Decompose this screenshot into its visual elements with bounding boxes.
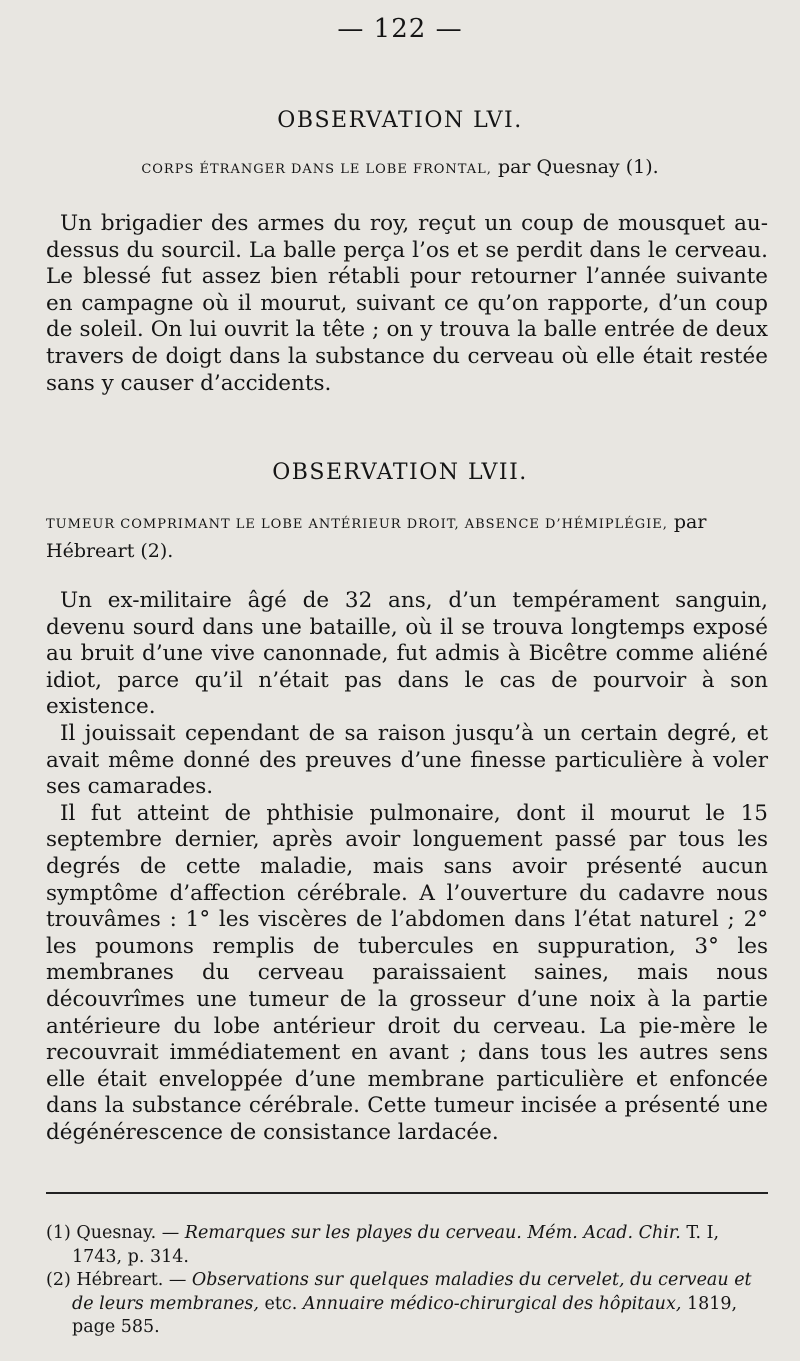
observation-56-subtitle-author: par Quesnay (1). (491, 156, 659, 178)
footnote-2-etc: etc. (258, 1293, 303, 1314)
footnote-2 (46, 1269, 768, 1340)
observation-57-paragraph-3: Il fut atteint de phthisie pulmonaire, dont il mourut le 15 septembre dernier, après avoir longuement passé par tous les degrés de cette maladie, mais sans avoir présenté aucun symptôme d’affection cérébrale. A l’ouverture du cadavre nous trouvâmes : 1° les viscères de l’abdomen dans l’état naturel ; 2° les poumons remplis de tubercules en suppuration, 3° les membranes du cerveau paraissaient saines, mais nous découvrîmes une tumeur de la grosseur d’une noix à la partie antérieure du lobe antérieur droit du cerveau. La pie-mère le recouvrait immédiatement en avant ; dans tous les autres sens elle était enveloppée d’une membrane particulière et enfoncée dans la substance cérébrale. Cette tumeur incisée a présenté une dégénérescence de consistance lardacée. (46, 800, 768, 1145)
footnote-1-title: Remarques sur les playes du cerveau. Mém. Acad. Chir. (184, 1223, 681, 1243)
footnote-2-ref: 1819, page 585. (72, 1293, 738, 1337)
footnote-rule (46, 1192, 768, 1194)
observation-56-body (46, 211, 768, 397)
footnote-1-ref: T. I, 1743, p. 314. (72, 1223, 720, 1267)
observation-57-subtitle (46, 509, 768, 567)
footnotes (46, 1222, 768, 1340)
observation-57-title: OBSERVATION LVII. (272, 460, 528, 485)
observation-56-paragraph: Un brigadier des armes du roy, reçut un coup de mousquet au-dessus du sourcil. La balle perça l’os et se perdit dans le cerveau. Le blessé fut assez bien rétabli pour retourner l’année suivante en campagne où il mourut, suivant ce qu’on rapporte, d’un coup de soleil. On lui ouvrit la tête ; on y trouva la balle entrée de deux travers de doigt dans la substance du cerveau où elle était restée sans y causer d’accidents. (46, 211, 768, 396)
footnote-1-lead: (1) Quesnay. — (46, 1223, 185, 1243)
observation-56-subtitle (0, 156, 800, 178)
footnote-2-journal: Annuaire médico-chirurgical des hôpitaux, (302, 1293, 682, 1314)
observation-57-paragraph-2: Il jouissait cependant de sa raison jusqu’à un certain degré, et avait même donné des preuves d’une finesse particulière à voler ses camarades. (46, 720, 768, 800)
page-number: — 122 — (337, 14, 463, 44)
observation-57-subtitle-caps: TUMEUR COMPRIMANT LE LOBE ANTÉRIEUR DROIT, ABSENCE D’HÉMIPLÉGIE, (46, 517, 668, 532)
observation-57-paragraph-1: Un ex-militaire âgé de 32 ans, d’un tempérament sanguin, devenu sourd dans une bataille, où il se trouva longtemps exposé au bruit d’une vive canonnade, fut admis à Bicêtre comme aliéné idiot, parce qu’il n’était pas dans le cas de pourvoir à son existence. (46, 588, 768, 720)
footnote-2-title: Observations sur quelques maladies du cervelet, du cerveau et de leurs membranes, (72, 1270, 752, 1314)
observation-56-subtitle-caps: CORPS ÉTRANGER DANS LE LOBE FRONTAL, (141, 162, 492, 177)
footnote-1 (46, 1222, 768, 1269)
observation-56-title: OBSERVATION LVI. (277, 108, 523, 133)
footnote-2-lead: (2) Hébreart. — (46, 1270, 192, 1290)
observation-57-body (46, 588, 768, 1146)
observation-57-subtitle-author: par Hébreart (2). (46, 511, 707, 562)
